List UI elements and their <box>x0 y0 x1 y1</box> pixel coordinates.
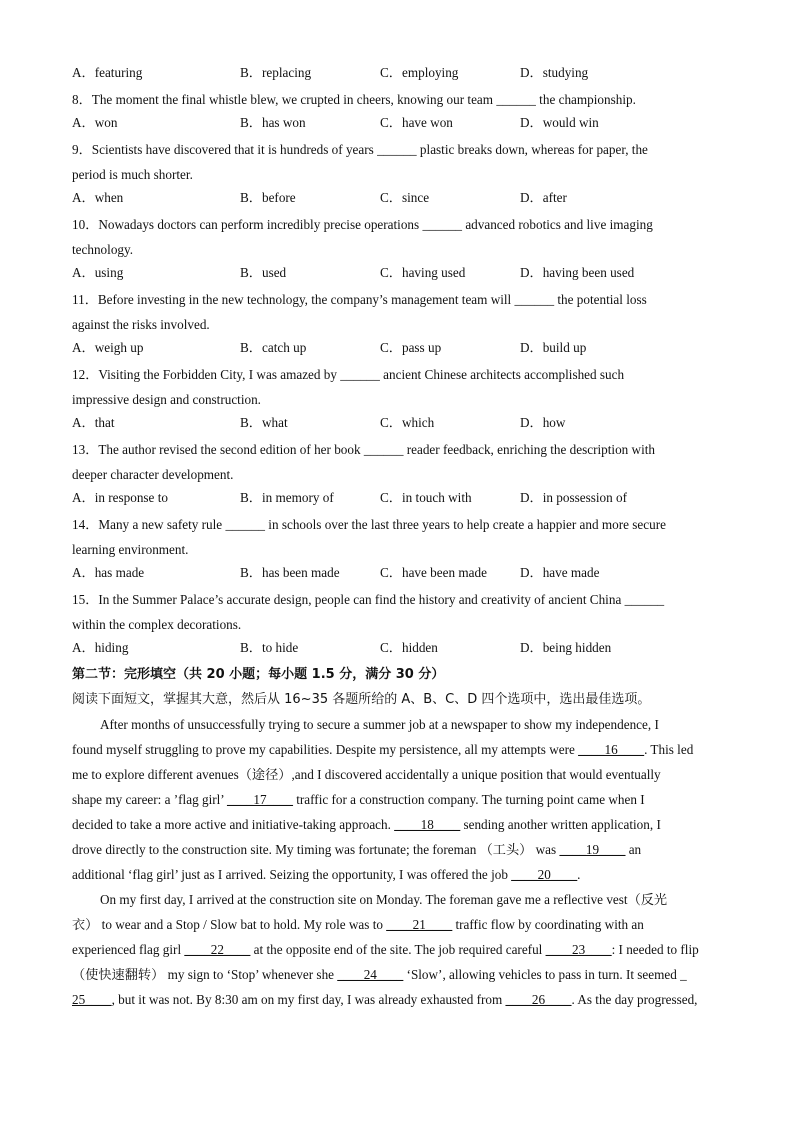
passage-line <box>72 812 722 837</box>
blank-21: ____21____ <box>386 917 453 932</box>
option-a: A．when <box>72 190 124 205</box>
passage-text: 衣） to wear and a Stop / Slow bat to hold. My role was to <box>72 917 387 932</box>
question-stem-continued: against the risks involved. <box>72 317 210 332</box>
passage-text: at the opposite end of the site. The job required careful <box>250 942 546 957</box>
option-d: D．in possession of <box>520 490 627 505</box>
option-b: B．what <box>240 415 288 430</box>
cloze-passage <box>72 712 722 1012</box>
passage-text: . As the day progressed, <box>571 992 698 1007</box>
question-item <box>72 437 722 512</box>
q7-option-d: D．studying <box>520 65 589 80</box>
question-item <box>72 587 722 662</box>
question-options <box>72 337 722 362</box>
blank-16: ____16____ <box>578 742 645 757</box>
option-a: A．weigh up <box>72 340 144 355</box>
question-stem: 15．In the Summer Palace’s accurate design, people can find the history and creativity of ancient China ______ <box>72 592 665 607</box>
passage-text: . This led <box>644 742 694 757</box>
question-options <box>72 112 722 137</box>
passage-text: shape my career: a ’flag girl’ <box>72 792 227 807</box>
q7-option-b: B．replacing <box>240 65 312 80</box>
option-d: D．build up <box>520 340 587 355</box>
passage-line: After months of unsuccessfully trying to secure a summer job at a newspaper to show my independence, I <box>100 717 659 732</box>
exam-page <box>72 62 722 1012</box>
passage-text: found myself struggling to prove my capabilities. Despite my persistence, all my attempts were <box>72 742 579 757</box>
passage-line <box>72 737 722 762</box>
option-b: B．has won <box>240 115 306 130</box>
passage-text: : I needed to flip <box>611 942 699 957</box>
option-b: B．used <box>240 265 287 280</box>
option-d: D．have made <box>520 565 600 580</box>
option-a: A．won <box>72 115 118 130</box>
passage-line <box>72 862 722 887</box>
question-item <box>72 362 722 437</box>
question-stem-continued: within the complex decorations. <box>72 617 242 632</box>
question-list <box>72 87 722 662</box>
option-c: C．which <box>380 415 435 430</box>
question-stem-continued: period is much shorter. <box>72 167 193 182</box>
passage-text: additional ‘flag girl’ just as I arrived. Seizing the opportunity, I was offered the job <box>72 867 512 882</box>
passage-line <box>72 837 722 862</box>
blank-26: ____26____ <box>505 992 572 1007</box>
question-item <box>72 212 722 287</box>
question-stem-continued: learning environment. <box>72 542 189 557</box>
passage-text: drove directly to the construction site. My timing was fortunate; the foreman （工头） was <box>72 842 560 857</box>
passage-line <box>72 937 722 962</box>
blank-22: ____22____ <box>184 942 251 957</box>
passage-line: me to explore different avenues（途径）,and I discovered accidentally a unique position that would eventually <box>72 767 661 782</box>
q7-options <box>72 62 722 87</box>
option-d: D．being hidden <box>520 640 612 655</box>
option-a: A．that <box>72 415 115 430</box>
passage-text: （使快速翻转） my sign to ‘Stop’ whenever she <box>72 967 338 982</box>
question-stem: 12．Visiting the Forbidden City, I was amazed by ______ ancient Chinese architects accomplished such <box>72 367 625 382</box>
passage-text: ‘Slow’, allowing vehicles to pass in turn. It seemed _ <box>403 967 687 982</box>
option-b: B．catch up <box>240 340 307 355</box>
question-stem-continued: deeper character development. <box>72 467 234 482</box>
question-options <box>72 412 722 437</box>
question-options <box>72 487 722 512</box>
passage-line <box>72 912 722 937</box>
question-options <box>72 262 722 287</box>
option-c: C．pass up <box>380 340 442 355</box>
blank-20: ____20____ <box>511 867 578 882</box>
blank-23: ____23____ <box>545 942 612 957</box>
blank-17: ____17____ <box>227 792 293 807</box>
passage-line <box>72 787 722 812</box>
passage-text: sending another written application, I <box>460 817 661 832</box>
blank-19: ____19____ <box>559 842 626 857</box>
question-item <box>72 137 722 212</box>
passage-text: traffic flow by coordinating with an <box>452 917 644 932</box>
option-d: D．how <box>520 415 566 430</box>
question-options <box>72 637 722 662</box>
option-c: C．have won <box>380 115 453 130</box>
blank-18: ____18____ <box>394 817 461 832</box>
passage-text: traffic for a construction company. The turning point came when I <box>292 792 645 807</box>
question-item <box>72 87 722 137</box>
option-d: D．having been used <box>520 265 635 280</box>
blank-25: 25____ <box>72 992 112 1007</box>
question-options <box>72 187 722 212</box>
q7-option-a: A．featuring <box>72 65 143 80</box>
passage-text: , but it was not. By 8:30 am on my first day, I was already exhausted from <box>111 992 506 1007</box>
question-stem: 8．The moment the final whistle blew, we crupted in cheers, knowing our team ______ the championship. <box>72 92 636 107</box>
option-c: C．since <box>380 190 430 205</box>
question-item <box>72 287 722 362</box>
passage-text: decided to take a more active and initiative-taking approach. <box>72 817 395 832</box>
option-c: C．have been made <box>380 565 487 580</box>
question-item <box>72 512 722 587</box>
question-stem-continued: impressive design and construction. <box>72 392 261 407</box>
question-options <box>72 562 722 587</box>
q7-option-c: C．employing <box>380 65 459 80</box>
option-b: B．in memory of <box>240 490 334 505</box>
question-stem: 13．The author revised the second edition of her book ______ reader feedback, enriching the description with <box>72 442 655 457</box>
question-stem-continued: technology. <box>72 242 134 257</box>
passage-text: experienced flag girl <box>72 942 185 957</box>
option-a: A．hiding <box>72 640 129 655</box>
option-a: A．in response to <box>72 490 168 505</box>
option-a: A．using <box>72 265 124 280</box>
section-heading: 第二节：完形填空（共 20 小题；每小题 1.5 分，满分 30 分） <box>72 667 445 682</box>
option-c: C．having used <box>380 265 466 280</box>
passage-line <box>72 962 722 987</box>
question-stem: 11．Before investing in the new technology, the company’s management team will ______ the potential loss <box>72 292 647 307</box>
option-b: B．before <box>240 190 296 205</box>
option-b: B．to hide <box>240 640 299 655</box>
question-stem: 10．Nowadays doctors can perform incredibly precise operations ______ advanced robotics and live imaging <box>72 217 653 232</box>
question-stem: 14．Many a new safety rule ______ in schools over the last three years to help create a happier and more secure <box>72 517 666 532</box>
passage-line <box>72 987 722 1012</box>
passage-line: On my first day, I arrived at the construction site on Monday. The foreman gave me a reflective vest（反光 <box>100 892 668 907</box>
option-a: A．has made <box>72 565 145 580</box>
question-stem: 9．Scientists have discovered that it is hundreds of years ______ plastic breaks down, whereas for paper, the <box>72 142 648 157</box>
option-c: C．in touch with <box>380 490 472 505</box>
option-c: C．hidden <box>380 640 438 655</box>
section-instruction: 阅读下面短文，掌握其大意，然后从 16~35 各题所给的 A、B、C、D 四个选项中，选出最佳选项。 <box>72 692 651 707</box>
blank-24: ____24____ <box>337 967 404 982</box>
option-d: D．after <box>520 190 567 205</box>
passage-text: an <box>625 842 642 857</box>
option-d: D．would win <box>520 115 599 130</box>
option-b: B．has been made <box>240 565 340 580</box>
passage-text: . <box>577 867 581 882</box>
